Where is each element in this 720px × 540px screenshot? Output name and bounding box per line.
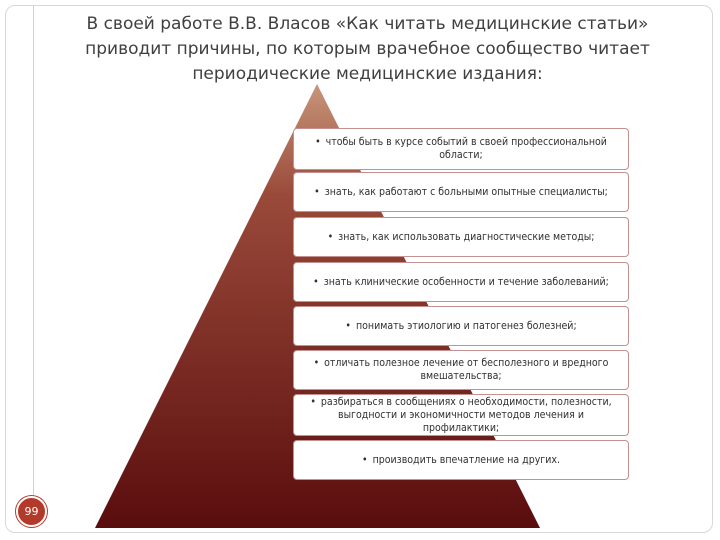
reason-box: • понимать этиологию и патогенез болезней; (293, 306, 629, 346)
reason-text: отличать полезное лечение от бесполезного и вредного вмешательства; (324, 357, 609, 382)
reason-box: • знать клинические особенности и течение заболеваний; (293, 262, 629, 302)
reason-text: понимать этиологию и патогенез болезней; (355, 319, 577, 332)
reason-text: знать, как работают с больными опытные специалисты; (324, 185, 608, 198)
reason-box: • знать, как работают с больными опытные специалисты; (293, 172, 629, 212)
reason-text: разбираться в сообщениях о необходимости, полезности, выгодности и экономичности методов лечения и профилактики; (320, 395, 612, 434)
reason-text: знать, как использовать диагностические методы; (338, 230, 595, 243)
reason-box: • отличать полезное лечение от бесполезного и вредного вмешательства; (293, 350, 629, 390)
reason-text: чтобы быть в курсе событий в своей профессиональной области; (325, 136, 607, 161)
reason-text: знать клинические особенности и течение заболеваний; (323, 275, 609, 288)
reason-text: производить впечатление на других. (372, 453, 560, 466)
slide-title: В своей работе В.В. Власов «Как читать медицинские статьи» приводит причины, по которым врачебное сообщество читает периодические медицинские издания: (85, 14, 650, 84)
reason-box: • чтобы быть в курсе событий в своей профессиональной области; (293, 128, 629, 170)
reason-box: • знать, как использовать диагностические методы; (293, 217, 629, 257)
reason-box: • разбираться в сообщениях о необходимости, полезности, выгодности и экономичности методов лечения и профилактики; (293, 394, 629, 436)
reason-box: • производить впечатление на других. (293, 440, 629, 480)
page-number-badge: 99 (16, 496, 47, 527)
